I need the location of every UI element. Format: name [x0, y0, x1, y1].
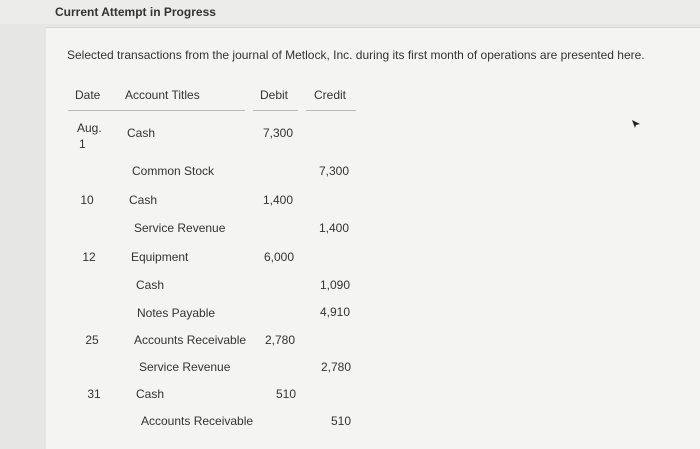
account-title: Equipment [131, 250, 189, 264]
account-title: Accounts Receivable [141, 414, 254, 428]
entry-date: 25 [85, 333, 99, 347]
header-rule [253, 110, 298, 111]
credit-column-header: Credit [314, 88, 347, 102]
entry-date-day: 1 [79, 137, 86, 151]
entry-date: 31 [87, 387, 101, 401]
account-title: Common Stock [132, 164, 215, 178]
account-title: Accounts Receivable [134, 333, 247, 347]
entry-date: 12 [82, 250, 96, 264]
entry-date: 10 [80, 193, 94, 207]
credit-amount: 1,090 [319, 278, 350, 292]
debit-amount: 510 [275, 387, 296, 401]
account-title: Service Revenue [134, 221, 226, 235]
date-column-header: Date [75, 88, 101, 102]
mouse-cursor-icon [631, 119, 641, 129]
account-title: Cash [136, 387, 165, 401]
account-title: Cash [127, 126, 156, 140]
header-rule [306, 110, 356, 111]
account-title: Cash [129, 193, 158, 207]
account-titles-column-header: Account Titles [125, 88, 200, 102]
credit-amount: 510 [330, 414, 351, 428]
credit-amount: 2,780 [320, 360, 351, 374]
debit-amount: 2,780 [264, 333, 295, 347]
credit-amount: 7,300 [318, 164, 349, 178]
account-title: Service Revenue [139, 360, 231, 374]
panel-divider [46, 27, 700, 28]
debit-amount: 1,400 [262, 193, 293, 207]
debit-amount: 6,000 [263, 250, 294, 264]
credit-amount: 4,910 [319, 305, 350, 319]
attempt-title: Current Attempt in Progress [55, 5, 216, 19]
header-rule [68, 110, 245, 111]
question-intro: Selected transactions from the journal of Metlock, Inc. during its first month of operations are presented here. [67, 48, 645, 62]
debit-amount: 7,300 [262, 126, 293, 140]
debit-column-header: Debit [260, 88, 289, 102]
entry-date-month: Aug. [77, 121, 102, 135]
credit-amount: 1,400 [318, 221, 349, 235]
account-title: Notes Payable [137, 306, 216, 320]
account-title: Cash [136, 278, 165, 292]
